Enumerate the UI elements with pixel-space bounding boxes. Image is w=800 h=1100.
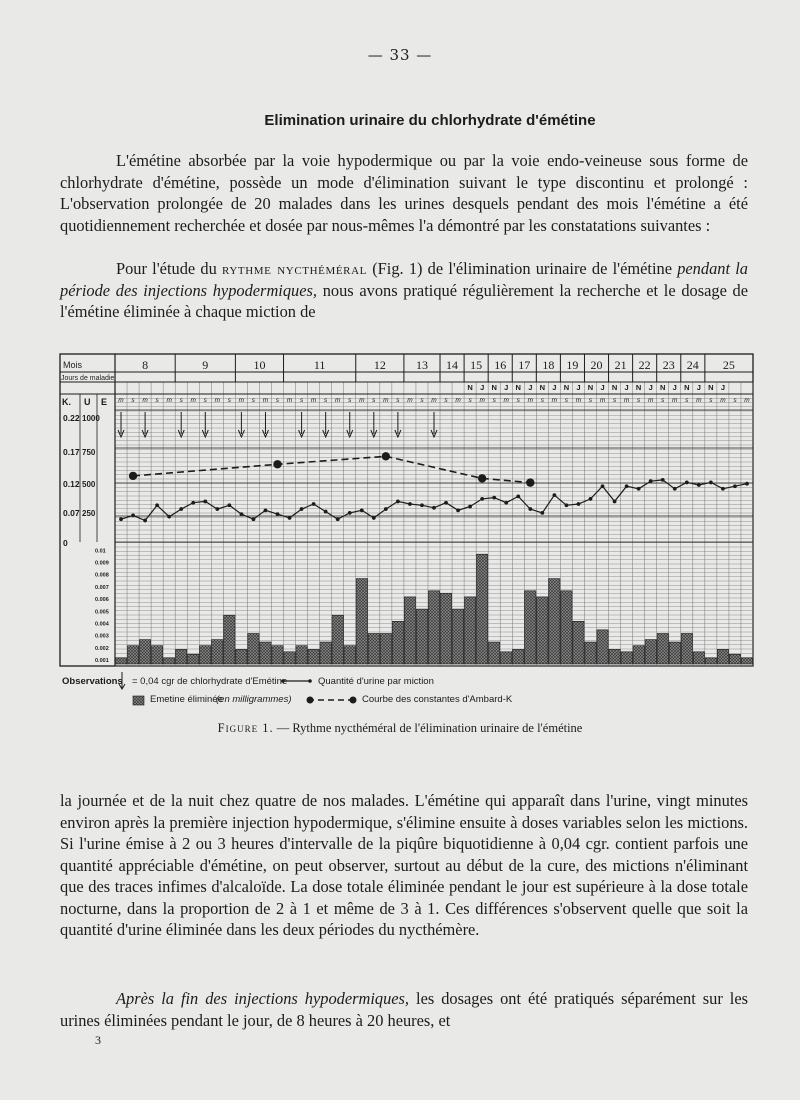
period-label: J <box>480 383 485 392</box>
day-label: 14 <box>446 358 459 372</box>
emetine-bar <box>609 649 620 664</box>
emetine-bar <box>537 597 548 664</box>
section-title: Elimination urinaire du chlorhydrate d'émétine <box>264 112 596 129</box>
emetine-bar <box>729 654 740 664</box>
ms-label: m <box>479 397 485 404</box>
ms-label: s <box>588 397 593 404</box>
emetine-bar <box>260 642 271 664</box>
legend-injection: = 0,04 cgr de chlorhydrate d'Emétine <box>132 676 288 687</box>
ms-label: s <box>540 397 544 404</box>
ms-label: s <box>612 397 617 404</box>
period-label: J <box>528 383 533 392</box>
footer-signature: 3 <box>95 1033 101 1047</box>
urine-point <box>239 512 243 516</box>
urine-point <box>336 517 340 521</box>
emetine-bar <box>489 642 500 664</box>
urine-point <box>733 484 737 488</box>
emetine-bar <box>320 642 331 664</box>
urine-point <box>492 496 496 500</box>
day-label: 16 <box>494 358 507 372</box>
legend-ambard: Courbe des constantes d'Ambard-K <box>362 694 513 705</box>
urine-point <box>276 512 280 516</box>
ms-label: m <box>286 397 293 404</box>
ambard-k-point <box>382 452 390 460</box>
ms-label: s <box>203 397 207 404</box>
emetine-bar <box>380 634 391 665</box>
ms-label: s <box>420 397 424 404</box>
emetine-bar <box>525 591 536 664</box>
emetine-bar <box>188 654 199 664</box>
ms-label: s <box>444 397 448 404</box>
period-label: J <box>552 383 557 392</box>
period-label: J <box>576 383 581 392</box>
header-mois-label: Mois <box>63 360 83 370</box>
urine-point <box>203 500 207 504</box>
k-axis-label: 0.17 <box>63 447 80 457</box>
urine-point <box>131 513 135 517</box>
period-label: J <box>504 383 509 392</box>
day-label: 24 <box>686 358 699 372</box>
ms-label: s <box>348 397 352 404</box>
urine-point <box>191 501 195 505</box>
day-label: 13 <box>415 358 428 372</box>
urine-point <box>360 508 364 512</box>
urine-point <box>540 511 544 515</box>
ms-label: s <box>155 397 159 404</box>
ms-label: s <box>275 397 280 404</box>
paragraph-4 <box>60 988 748 1031</box>
day-label: 17 <box>518 358 531 372</box>
emetine-bar <box>284 652 295 664</box>
emetine-bar <box>645 640 656 664</box>
period-label: N <box>708 383 714 392</box>
urine-point <box>565 503 569 507</box>
urine-point <box>637 487 641 491</box>
ms-label: s <box>709 397 713 404</box>
ms-label: s <box>733 397 737 404</box>
emetine-bar <box>139 640 150 664</box>
emetine-bar <box>152 646 163 664</box>
ms-label: m <box>551 397 558 404</box>
urine-point <box>625 484 629 488</box>
emetine-axis-label: 0.006 <box>95 597 109 604</box>
emetine-bar <box>127 646 138 664</box>
figure-caption-text: — Rythme nycthéméral de l'élimination urinaire de l'émétine <box>276 721 583 735</box>
emetine-bar <box>585 642 596 664</box>
period-label: N <box>660 383 666 392</box>
ms-label: m <box>262 397 269 404</box>
paragraph-2-mid: (Fig. 1) de l'élimination urinaire de l'émétine <box>372 259 672 278</box>
period-label: N <box>515 383 521 392</box>
urine-point <box>348 511 352 515</box>
u-axis-label: 750 <box>82 448 96 457</box>
figure-caption <box>0 721 800 736</box>
paragraph-4-italic: Après la fin des injections hypodermiques, <box>116 989 410 1008</box>
ms-label: s <box>251 397 256 404</box>
ms-label: s <box>564 397 569 404</box>
urine-point <box>709 481 713 485</box>
urine-point <box>697 483 701 487</box>
ms-label: m <box>214 397 221 404</box>
emetine-bar <box>356 579 367 664</box>
emetine-bar <box>164 658 175 664</box>
period-label: N <box>635 383 642 392</box>
ambard-k-point <box>478 474 486 482</box>
emetine-bars <box>115 554 752 664</box>
emetine-bar <box>404 597 415 664</box>
ms-label: s <box>324 397 328 404</box>
header-u-label: U <box>84 397 91 407</box>
urine-point <box>227 503 231 507</box>
period-label: N <box>684 383 690 392</box>
urine-point <box>468 505 472 509</box>
emetine-bar <box>621 652 632 664</box>
day-label: 8 <box>142 358 149 372</box>
period-label: J <box>672 383 677 392</box>
day-label: 21 <box>614 358 627 372</box>
period-label: N <box>467 383 473 392</box>
ambard-k-point <box>273 460 281 468</box>
ms-label: s <box>372 397 376 404</box>
day-label: 12 <box>373 358 386 372</box>
day-label: 18 <box>542 358 555 372</box>
ms-label: m <box>359 397 365 404</box>
emetine-bar <box>212 640 223 664</box>
emetine-bar <box>681 634 692 665</box>
urine-point <box>324 510 328 514</box>
urine-point <box>456 508 460 512</box>
ms-label: m <box>696 397 702 404</box>
urine-point <box>252 517 256 521</box>
urine-point <box>504 501 508 505</box>
header-e-label: E <box>101 397 108 407</box>
ms-label: m <box>503 397 509 404</box>
emetine-axis-label: 0.001 <box>95 658 109 665</box>
emetine-bar <box>368 634 379 665</box>
u-axis-label: 500 <box>82 480 96 489</box>
urine-point <box>264 508 268 512</box>
emetine-bar <box>717 649 728 664</box>
paragraph-4-end: les dosages ont été pratiqués séparément sur les urines éliminées pendant le jour, de 8 heures à 20 heures, et <box>60 989 748 1030</box>
urine-point <box>420 503 424 507</box>
emetine-bar <box>236 649 247 664</box>
urine-point <box>685 481 689 485</box>
day-label: 10 <box>253 358 266 372</box>
ms-label: m <box>431 397 437 404</box>
period-label: N <box>587 383 594 392</box>
paragraph-2-italic: pendant la période des injections hypodermiques, <box>60 259 748 300</box>
legend-k-dot <box>307 697 314 704</box>
ms-label: s <box>299 397 304 404</box>
ms-label: s <box>396 397 400 404</box>
urine-point <box>601 484 605 488</box>
urine-point <box>288 516 292 520</box>
emetine-bar <box>477 554 488 664</box>
urine-point <box>300 507 304 511</box>
legend-emetine-unit: (en milligrammes) <box>216 694 292 705</box>
urine-point <box>384 507 388 511</box>
urine-point <box>143 519 147 523</box>
urine-point <box>528 507 532 511</box>
emetine-bar <box>308 649 319 664</box>
urine-point <box>661 478 665 482</box>
emetine-bar <box>464 597 475 664</box>
urine-point <box>745 482 749 486</box>
emetine-bar <box>549 579 560 664</box>
emetine-bar <box>705 658 716 664</box>
legend-urine-dot <box>308 679 312 683</box>
ms-label: m <box>383 397 389 404</box>
ms-label: s <box>661 397 665 404</box>
urine-point <box>167 515 171 519</box>
emetine-bar <box>513 649 524 664</box>
day-label: 20 <box>590 358 603 372</box>
period-label: N <box>563 383 570 392</box>
urine-point <box>215 507 219 511</box>
legend-observations: Observations <box>62 676 123 687</box>
u-axis-label: 250 <box>82 509 96 518</box>
emetine-bar <box>272 646 283 664</box>
urine-point <box>649 479 653 483</box>
ms-label: m <box>623 397 630 404</box>
emetine-bar <box>296 646 307 664</box>
ms-label: m <box>238 397 245 404</box>
day-label: 9 <box>202 358 209 372</box>
period-label: N <box>539 383 546 392</box>
ms-label: m <box>118 397 124 404</box>
emetine-axis-label: 0.002 <box>95 645 109 652</box>
day-label: 25 <box>722 358 735 372</box>
urine-point <box>312 502 316 506</box>
period-label: J <box>600 383 605 392</box>
emetine-bar <box>573 621 584 664</box>
emetine-bar <box>392 621 403 664</box>
urine-point <box>432 506 436 510</box>
ms-label: m <box>672 397 678 404</box>
chart-axes <box>63 412 437 664</box>
emetine-bar <box>657 634 668 665</box>
ms-label: s <box>131 397 135 404</box>
emetine-axis-label: 0.003 <box>95 633 109 640</box>
legend-urine: Quantité d'urine par miction <box>318 676 434 687</box>
ms-label: m <box>166 397 172 404</box>
ms-label: m <box>334 397 341 404</box>
emetine-bar <box>452 609 463 664</box>
k-axis-label: 0.07 <box>63 508 80 518</box>
urine-point <box>516 494 520 498</box>
urine-point <box>673 487 677 491</box>
urine-point <box>155 503 159 507</box>
emetine-bar <box>176 649 187 664</box>
urine-point <box>589 497 593 501</box>
k-axis-label: 0.22 <box>63 413 80 423</box>
ms-label: s <box>468 397 472 404</box>
header-jours-label: Jours de maladie <box>61 375 115 382</box>
ms-label: m <box>599 397 606 404</box>
period-label: J <box>696 383 701 392</box>
day-label: 22 <box>638 358 651 372</box>
u-axis-label: 1000 <box>82 414 100 423</box>
ms-label: s <box>227 397 231 404</box>
day-label: 15 <box>470 358 483 372</box>
urine-point <box>444 501 448 505</box>
emetine-axis-label: 0.005 <box>95 609 109 616</box>
period-label: N <box>491 383 497 392</box>
paragraph-2-start: Pour l'étude du <box>116 259 217 278</box>
urine-point <box>179 507 183 511</box>
ms-label: s <box>637 397 641 404</box>
k-axis-label: 0.12 <box>63 479 80 489</box>
paragraph-2-end: nous avons pratiqué régulièrement la recherche et le dosage de l'émétine éliminée à chaque miction de <box>60 280 749 321</box>
figure-label: Figure 1. <box>217 721 274 735</box>
ms-label: m <box>647 397 654 404</box>
ambard-k-point <box>129 472 137 480</box>
ms-label: m <box>142 397 148 404</box>
emetine-bar <box>428 591 439 664</box>
k-axis-label: 0 <box>63 538 68 548</box>
urine-point <box>372 516 376 520</box>
ms-label: m <box>407 397 413 404</box>
period-label: J <box>648 383 653 392</box>
emetine-bar <box>440 593 451 664</box>
emetine-bar <box>224 615 235 664</box>
legend-k-dot <box>350 697 357 704</box>
emetine-bar <box>633 646 644 664</box>
paragraph-2-smallcaps: rythme nycthéméral <box>222 259 367 278</box>
ms-label: m <box>720 397 726 404</box>
emetine-bar <box>693 652 704 664</box>
ms-label: m <box>575 397 582 404</box>
period-label: J <box>720 383 725 392</box>
ambard-k-point <box>526 478 534 486</box>
emetine-bar <box>200 646 211 664</box>
emetine-bar <box>248 634 259 665</box>
ms-label: m <box>310 397 317 404</box>
chart-lines <box>119 452 749 522</box>
urine-point <box>119 517 123 521</box>
emetine-bar <box>115 658 126 664</box>
urine-point <box>408 502 412 506</box>
emetine-bar <box>597 630 608 664</box>
header-k-label: K. <box>62 397 71 407</box>
paragraph-1: L'émétine absorbée par la voie hypodermique ou par la voie endo-veineuse sous forme de chlorhydrate d'émétine, possède un mode d'élimination suivant le type discontinu et prolongé : L'observation prolongée de 20 malades dans les urines desquels pendant des mois l'émétine a été quotidiennement recherchée et dosée par nous-mêmes l'a démontré par les constatations suivantes : <box>60 151 748 235</box>
emetine-bar <box>332 615 343 664</box>
period-label: N <box>611 383 618 392</box>
ms-label: s <box>516 397 520 404</box>
urine-point <box>721 487 725 491</box>
ms-label: m <box>527 397 534 404</box>
day-label: 11 <box>313 358 326 372</box>
emetine-bar <box>669 642 680 664</box>
ms-label: m <box>190 397 196 404</box>
paragraph-3: la journée et de la nuit chez quatre de nos malades. L'émétine qui apparaît dans l'urine, vingt minutes environ après la première injection hypodermique, s'élimine ensuite à doses variables selon les mictions. Si l'urine émise à 2 ou 3 heures d'intervalle de la piqûre biquotidienne à 0,04 cgr. contient parfois une quantité appréciable d'émétine, on peut observer, surtout au début de la cure, des mictions n'éliminant que des traces infimes d'alcaloïde. La dose totale éliminée pendant le jour est supérieure à la dose totale nocturne, dans la proportion de 2 à 1 et même de 3 à 1. Ces différences s'observent quelle que soit la quantité d'urine éliminée dans les deux périodes du nycthémère. <box>60 791 748 939</box>
ms-label: m <box>744 397 750 404</box>
legend-emetine: Emetine éliminée <box>150 694 223 705</box>
emetine-axis-label: 0.004 <box>95 621 109 628</box>
day-label: 23 <box>662 358 675 372</box>
emetine-bar <box>344 646 355 664</box>
day-label: 19 <box>566 358 579 372</box>
ms-label: s <box>492 397 496 404</box>
urine-point <box>396 500 400 504</box>
urine-point <box>480 497 484 501</box>
emetine-bar <box>501 652 512 664</box>
ms-label: s <box>685 397 689 404</box>
ms-label: m <box>455 397 461 404</box>
period-label: J <box>624 383 629 392</box>
urine-point <box>552 493 556 497</box>
ms-label: s <box>179 397 183 404</box>
urine-point <box>577 502 581 506</box>
legend-bar-symbol <box>133 696 144 705</box>
emetine-axis-label: 0.007 <box>95 584 109 591</box>
emetine-axis-label: 0.008 <box>95 572 109 579</box>
emetine-bar <box>416 609 427 664</box>
emetine-axis-label: 0.01 <box>95 548 106 555</box>
emetine-bar <box>561 591 572 664</box>
emetine-bar <box>741 658 752 664</box>
emetine-axis-label: 0.009 <box>95 560 109 567</box>
page-number: — 33 — <box>367 46 433 64</box>
urine-point <box>613 500 617 504</box>
